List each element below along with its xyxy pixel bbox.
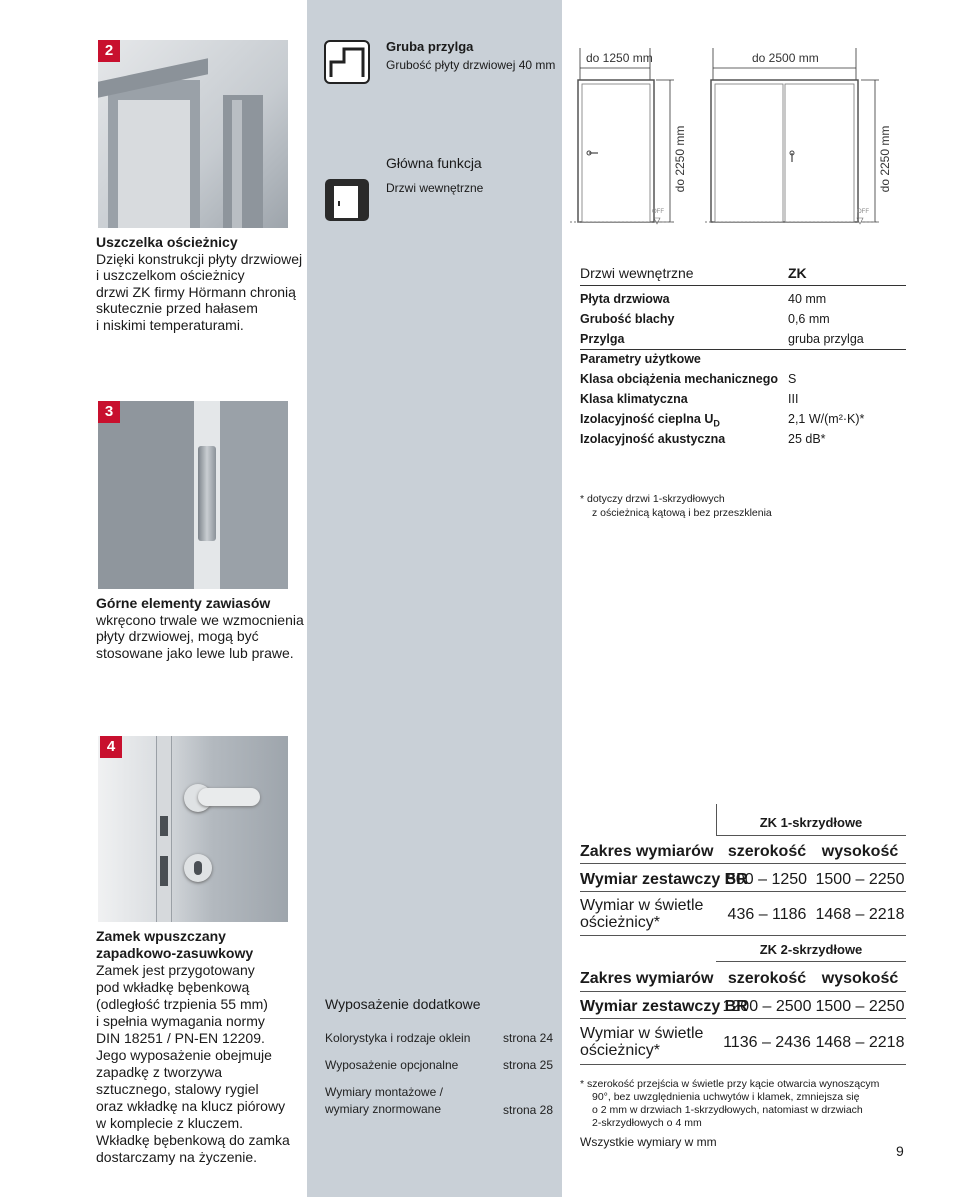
accessory-row xyxy=(325,1058,555,1072)
lock-line: zapadkę z tworzywa xyxy=(96,1064,223,1080)
main-function-title: Główna funkcja xyxy=(386,155,482,171)
frame-seal-line: skutecznie przed hałasem xyxy=(96,300,258,316)
lock-line: Zamek jest przygotowany xyxy=(96,962,255,978)
lock-caption xyxy=(96,928,306,1166)
page-number: 9 xyxy=(896,1143,904,1159)
spec-value: 25 dB* xyxy=(788,432,826,446)
row-label: ościeżnicy* xyxy=(580,914,661,931)
row-label: ościeżnicy* xyxy=(580,1042,661,1059)
door-dimension-drawing xyxy=(570,40,900,230)
lock-photo xyxy=(98,736,288,922)
lock-line: w komplecie z kluczem. xyxy=(96,1115,244,1131)
table1-header-row xyxy=(580,838,906,864)
row-width: 436 – 1186 xyxy=(727,906,807,923)
spec-key: Przylga xyxy=(580,332,625,346)
frame-seal-caption xyxy=(96,234,306,333)
spec-row xyxy=(580,290,906,310)
dimensions-footnote-line: 2-skrzydłowych o 4 mm xyxy=(592,1117,702,1129)
spec-key-subscript: D xyxy=(713,418,720,429)
table-row xyxy=(580,1021,906,1065)
lock-line: i spełnia wymagania normy xyxy=(96,1013,265,1029)
dimensions-footnote-line: o 2 mm w drzwiach 1-skrzydłowych, natomiast w drzwiach xyxy=(592,1104,863,1116)
hinge-line: płyty drzwiowej, mogą być xyxy=(96,628,259,644)
spec-value: 0,6 mm xyxy=(788,312,830,326)
col-width: szerokość xyxy=(727,970,807,987)
hinge-caption xyxy=(96,595,306,661)
specs-footnote-line: * dotyczy drzwi 1-skrzydłowych xyxy=(580,493,725,505)
section-badge-3: 3 xyxy=(98,401,120,423)
frame-seal-line: i niskimi temperaturami. xyxy=(96,316,244,333)
frame-seal-line: Dzięki konstrukcji płyty drzwiowej xyxy=(96,250,303,267)
width-label-double: do 2500 mm xyxy=(752,51,819,65)
dimensions-footnote-line: 90°, bez uwzględnienia uchwytów i klamek, zmniejsza się xyxy=(592,1091,860,1103)
lock-line: Jego wyposażenie obejmuje xyxy=(96,1047,272,1063)
spec-row xyxy=(580,370,906,390)
hinge-line: wkręcono trwale we wzmocnienia xyxy=(96,611,304,628)
col-range: Zakres wymiarów xyxy=(580,843,714,860)
table2-title-row xyxy=(716,938,906,962)
main-function-subtitle: Drzwi wewnętrzne xyxy=(386,181,484,195)
row-label: Wymiar zestawczy BR xyxy=(580,871,748,888)
specs-footnote xyxy=(580,492,772,520)
lock-line: (odległość trzpienia 55 mm) xyxy=(96,996,268,1012)
spec-key: Klasa obciążenia mechanicznego xyxy=(580,372,778,386)
hinge-title: Górne elementy zawiasów xyxy=(96,595,271,611)
spec-key xyxy=(580,412,720,429)
spec-value: 40 mm xyxy=(788,292,827,306)
accessory-label: Wymiary montażowe / xyxy=(325,1085,443,1099)
accessory-row xyxy=(325,1031,555,1045)
accessory-page: strona 28 xyxy=(503,1103,554,1117)
accessory-label: Kolorystyka i rodzaje oklein xyxy=(325,1031,471,1045)
spec-value: 2,1 W/(m²·K)* xyxy=(788,412,865,426)
table-row xyxy=(580,993,906,1019)
off-marker-double: OFF xyxy=(857,209,869,215)
hinge-line: stosowane jako lewe lub prawe. xyxy=(96,644,294,661)
spec-value: III xyxy=(788,392,799,406)
section-badge-2: 2 xyxy=(98,40,120,62)
frame-seal-line: i uszczelkom ościeżnicy xyxy=(96,267,245,283)
specs-header-right: ZK xyxy=(788,265,807,281)
accessory-row xyxy=(325,1085,555,1121)
spec-key: Izolacyjność akustyczna xyxy=(580,432,726,446)
spec-key: Klasa klimatyczna xyxy=(580,392,688,406)
lock-title: zapadkowo-zasuwkowy xyxy=(96,945,254,961)
col-range: Zakres wymiarów xyxy=(580,970,714,987)
rebate-subtitle: Grubość płyty drzwiowej 40 mm xyxy=(386,58,556,72)
rebate-title: Gruba przylga xyxy=(386,39,474,54)
col-width: szerokość xyxy=(727,843,807,860)
frame-seal-photo xyxy=(98,40,288,228)
accessory-label: wymiary znormowane xyxy=(325,1102,442,1116)
spec-row xyxy=(580,350,906,370)
frame-seal-title: Uszczelka ościeżnicy xyxy=(96,234,238,250)
spec-row xyxy=(580,330,906,350)
all-dimensions-note: Wszystkie wymiary w mm xyxy=(580,1135,717,1149)
specs-footnote-line: z ościeżnicą kątową i bez przeszklenia xyxy=(592,507,772,519)
table2-header-row xyxy=(580,964,906,992)
accessory-page: strona 24 xyxy=(503,1031,554,1045)
spec-row xyxy=(580,430,906,450)
lock-title: Zamek wpuszczany xyxy=(96,928,226,944)
frame-seal-line: drzwi ZK firmy Hörmann chronią xyxy=(96,283,296,300)
spec-key: Parametry użytkowe xyxy=(580,352,701,366)
spec-key: Grubość blachy xyxy=(580,312,675,326)
table2-title: ZK 2-skrzydłowe xyxy=(759,942,863,957)
spec-value: S xyxy=(788,372,797,386)
row-height: 1500 – 2250 xyxy=(815,998,905,1015)
lock-line: dostarczamy na życzenie. xyxy=(96,1149,258,1165)
lock-line: Wkładkę bębenkową do zamka xyxy=(96,1132,290,1148)
table-row xyxy=(580,894,906,936)
lock-line: oraz wkładkę na klucz piórowy xyxy=(96,1098,286,1114)
spec-row xyxy=(580,310,906,330)
lock-line: pod wkładkę bębenkową xyxy=(96,979,250,995)
spec-key-text: Izolacyjność cieplna U xyxy=(580,412,714,426)
row-label: Wymiar w świetle xyxy=(580,1025,704,1042)
accessory-label: Wyposażenie opcjonalne xyxy=(325,1058,459,1072)
hinge-photo xyxy=(98,401,288,589)
table1-title-row xyxy=(716,812,906,836)
rebate-icon xyxy=(324,40,370,84)
row-width: 1136 – 2436 xyxy=(723,1034,811,1051)
specs-header xyxy=(580,262,906,286)
row-width: 1200 – 2500 xyxy=(722,998,812,1015)
col-height: wysokość xyxy=(821,843,899,860)
dimensions-footnote-line: * szerokość przejścia w świetle przy kącie otwarcia wynoszącym xyxy=(580,1078,880,1090)
accessory-page: strona 25 xyxy=(503,1058,554,1072)
row-label: Wymiar zestawczy BR xyxy=(580,998,748,1015)
spec-value: gruba przylga xyxy=(788,332,864,346)
row-height: 1468 – 2218 xyxy=(815,1034,905,1051)
dimensions-footnote xyxy=(580,1078,910,1130)
col-height: wysokość xyxy=(821,970,899,987)
off-marker-single: OFF xyxy=(652,209,664,215)
spec-key: Płyta drzwiowa xyxy=(580,292,670,306)
height-label-single: do 2250 mm xyxy=(673,125,687,193)
lock-line: sztucznego, stalowy rygiel xyxy=(96,1081,259,1097)
row-width: 500 – 1250 xyxy=(726,871,808,888)
interior-door-icon xyxy=(324,178,370,222)
row-height: 1500 – 2250 xyxy=(815,871,905,888)
table-row xyxy=(580,866,906,892)
height-label-double: do 2250 mm xyxy=(878,125,892,193)
specs-header-left: Drzwi wewnętrzne xyxy=(580,265,694,281)
lock-line: DIN 18251 / PN-EN 12209. xyxy=(96,1030,265,1046)
width-label-single: do 1250 mm xyxy=(586,51,653,65)
row-label: Wymiar w świetle xyxy=(580,897,704,914)
table1-title: ZK 1-skrzydłowe xyxy=(759,815,863,830)
spec-row xyxy=(580,390,906,410)
accessories-title: Wyposażenie dodatkowe xyxy=(325,996,481,1012)
section-badge-4: 4 xyxy=(100,736,122,758)
spec-row xyxy=(580,410,906,430)
row-height: 1468 – 2218 xyxy=(815,906,905,923)
